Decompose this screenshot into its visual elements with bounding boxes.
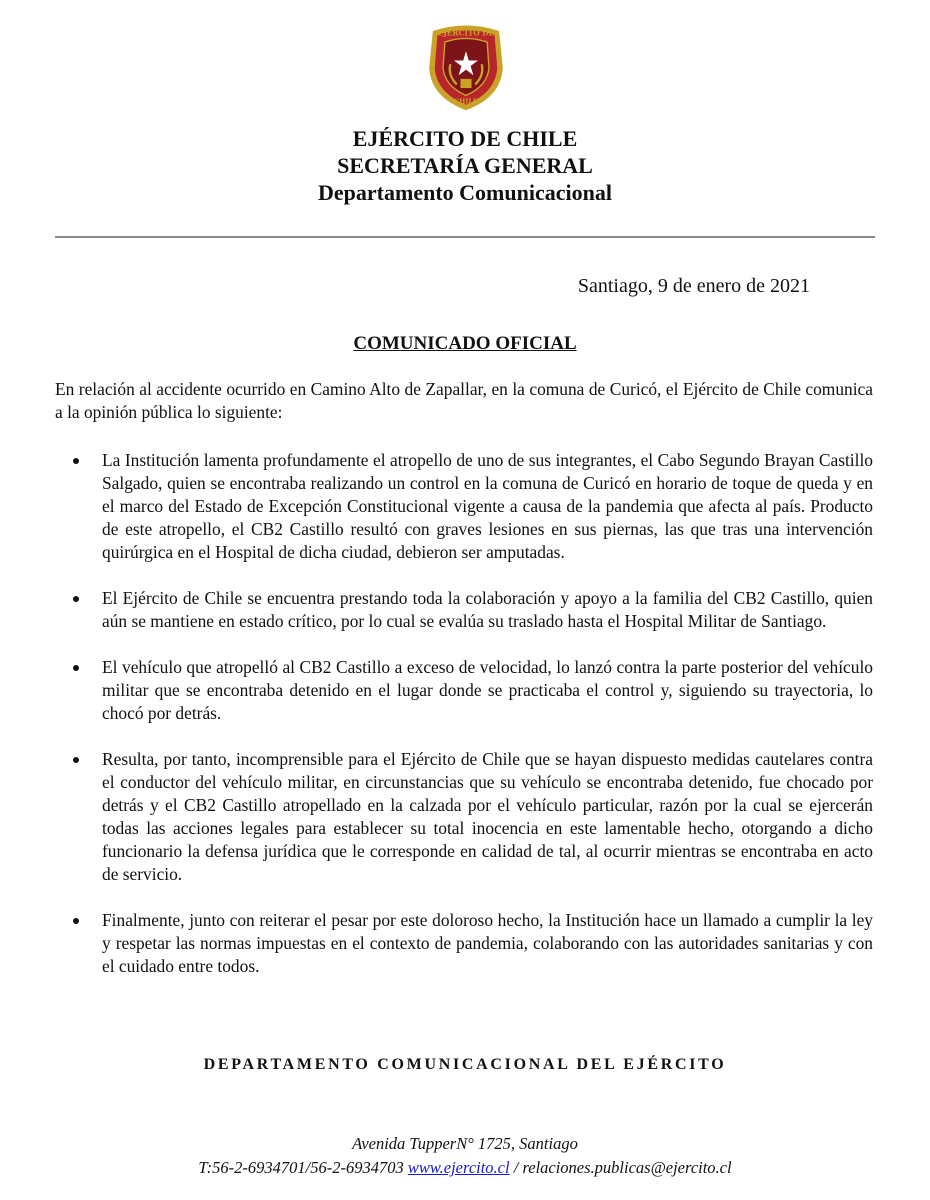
bullet-icon [73,458,79,464]
footer-phones: T:56-2-6934701/56-2-6934703 [198,1158,404,1177]
header-department: Departamento Comunicacional [318,180,612,205]
header-divider [55,236,875,238]
date-line: Santiago, 9 de enero de 2021 [577,275,810,297]
statement-text: El Ejército de Chile se encuentra prestando toda la colaboración y apoyo a la familia del CB2 Castillo, quien aún se mantiene en estado crítico, por lo cual se evalúa su traslado hasta el Hospital Militar de Santiago. [102,588,873,631]
bullet-icon [73,757,79,763]
footer-address: Avenida TupperN° 1725, Santiago [352,1134,578,1153]
bullet-icon [73,918,79,924]
statement-text: El vehículo que atropelló al CB2 Castillo a exceso de velocidad, lo lanzó contra la parte posterior del vehículo militar que se encontraba detenido en el lugar donde se practicaba el control y, siguiendo su trayectoria, lo chocó por detrás. [102,657,873,723]
intro-paragraph: En relación al accidente ocurrido en Camino Alto de Zapallar, en la comuna de Curicó, el Ejército de Chile comunica a la opinión pública lo siguiente: [55,379,873,422]
statement-item [55,449,873,564]
statement-list [55,449,873,1001]
statement-item [55,587,873,633]
document-title: COMUNICADO OFICIAL [353,333,577,354]
svg-text:CHILE: CHILE [454,97,478,106]
statement-item [55,656,873,725]
signature-department: DEPARTAMENTO COMUNICACIONAL DEL EJÉRCITO [203,1056,727,1073]
statement-item [55,909,873,978]
header-institution: EJÉRCITO DE CHILE [352,126,578,151]
svg-text:EJERCITO DE: EJERCITO DE [437,28,495,38]
statement-item [55,748,873,886]
footer-email: relaciones.publicas@ejercito.cl [522,1158,732,1177]
statement-text: Resulta, por tanto, incomprensible para el Ejército de Chile que se hayan dispuesto medidas cautelares contra el conductor del vehículo militar, en circunstancias que su vehículo se encontraba detenido, fue chocado por detrás y el CB2 Castillo atropellado en la calzada por el vehículo particular, razón por la cual se ejercerán todas las acciones legales para establecer su total inocencia en este lamentable hecho, otorgando a dicho funcionario la defensa jurídica que le corresponde en calidad de tal, al ocurrir mientras se encontraba en acto de servicio. [102,749,873,884]
statement-text: La Institución lamenta profundamente el atropello de uno de sus integrantes, el Cabo Segundo Brayan Castillo Salgado, quien se encontraba realizando un control en la comuna de Curicó en horario de toque de queda y en el marco del Estado de Excepción Constitucional vigente a causa de la pandemia que afecta al país. Producto de este atropello, el CB2 Castillo resultó con graves lesiones en sus piernas, las que tras una intervención quirúrgica en el Hospital de dicha ciudad, debieron ser amputadas. [102,450,873,562]
website-link[interactable]: www.ejercito.cl [407,1158,510,1177]
header-secretariat: SECRETARÍA GENERAL [337,153,593,178]
footer-separator: / [513,1158,519,1177]
bullet-icon [73,596,79,602]
bullet-icon [73,665,79,671]
army-shield-emblem-icon [420,20,512,112]
statement-text: Finalmente, junto con reiterar el pesar por este doloroso hecho, la Institución hace un llamado a cumplir la ley y respetar las normas impuestas en el contexto de pandemia, colaborando con las autoridades sanitarias y con el cuidado entre todos. [102,910,873,976]
footer-contact [0,1157,930,1179]
